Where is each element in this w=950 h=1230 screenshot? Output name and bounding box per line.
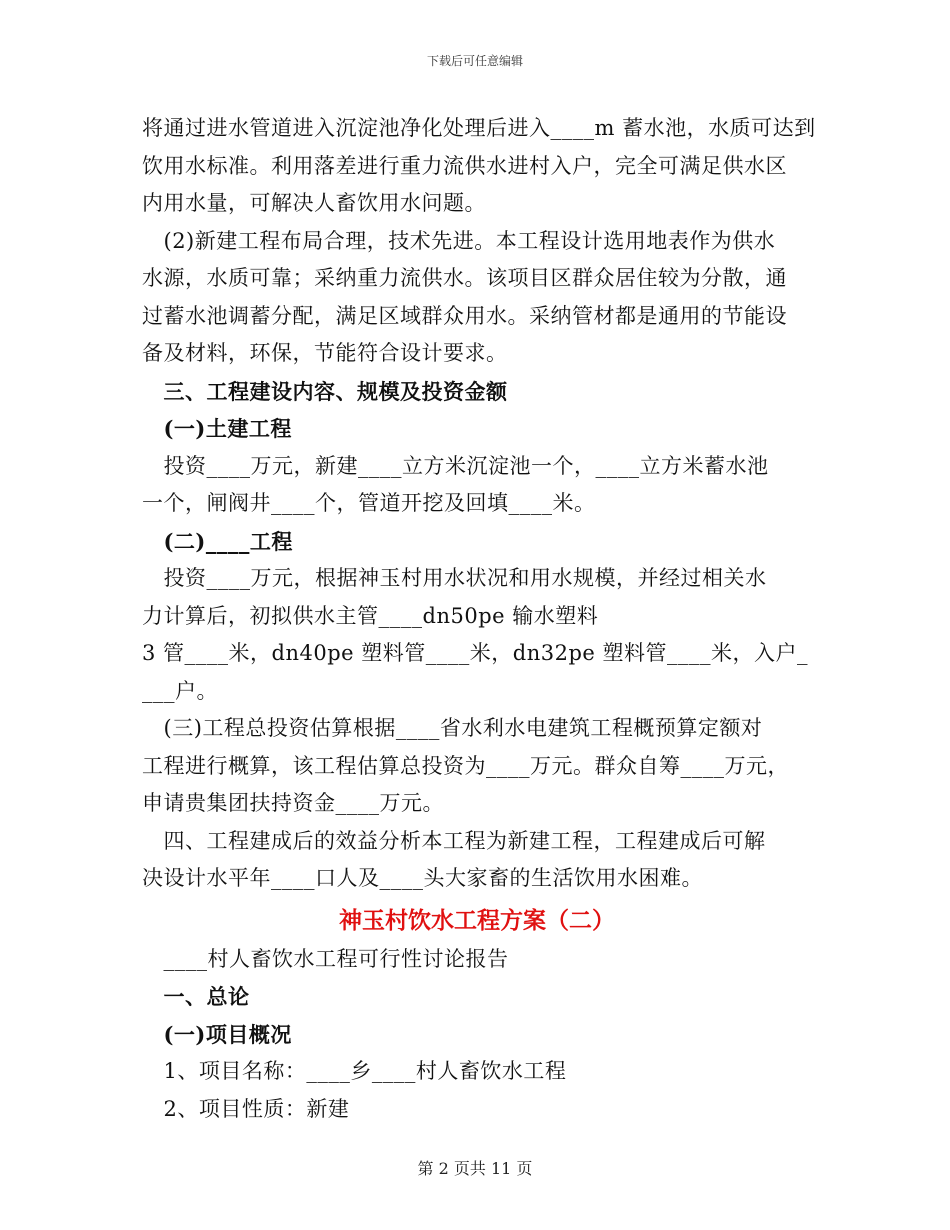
paragraph-line: 水源，水质可靠；采纳重力流供水。该项目区群众居住较为分散，通 bbox=[142, 266, 787, 290]
paragraph-line: 决设计水平年____口人及____头大家畜的生活饮用水困难。 bbox=[142, 866, 703, 890]
paragraph-line: 饮用水标准。利用落差进行重力流供水进村入户，完全可满足供水区 bbox=[142, 153, 787, 178]
section-heading: 一、总论 bbox=[142, 984, 250, 1009]
paragraph-line: 四、工程建成后的效益分析本工程为新建工程，工程建成后可解 bbox=[142, 828, 766, 853]
paragraph-line: 一个，闸阀井____个，管道开挖及回填____米。 bbox=[142, 491, 596, 515]
document-body bbox=[142, 110, 816, 1128]
paragraph-line: (2)新建工程布局合理，技术先进。本工程设计选用地表作为供水 bbox=[142, 228, 776, 253]
subsection-heading: (一)项目概况 bbox=[142, 1021, 292, 1047]
paragraph-line: 将通过进水管道进入沉淀池净化处理后进入____m 蓄水池，水质可达到 bbox=[142, 116, 816, 140]
paragraph-line: 1、项目名称：____乡____村人畜饮水工程 bbox=[142, 1059, 567, 1083]
section-title: 神玉村饮水工程方案（二） bbox=[339, 906, 615, 934]
section-heading: 三、工程建设内容、规模及投资金额 bbox=[142, 378, 508, 404]
paragraph-line: 投资____万元，新建____立方米沉淀池一个，____立方米蓄水池 bbox=[142, 453, 769, 478]
paragraph-line: 申请贵集团扶持资金____万元。 bbox=[142, 791, 444, 815]
paragraph-line: ___户。 bbox=[142, 678, 218, 703]
paragraph-line: ____村人畜饮水工程可行性讨论报告 bbox=[142, 946, 509, 971]
paragraph-line: (三)工程总投资估算根据____省水利水电建筑工程概预算定额对 bbox=[142, 716, 763, 740]
subsection-heading: (一)土建工程 bbox=[142, 416, 292, 441]
paragraph-line: 力计算后，初拟供水主管____dn50pe 输水塑料 bbox=[142, 603, 599, 628]
page-header: 下载后可任意编辑 bbox=[426, 54, 523, 68]
paragraph-line: 工程进行概算，该工程估算总投资为____万元。群众自筹____万元， bbox=[142, 753, 789, 778]
paragraph-line: 内用水量，可解决人畜饮用水问题。 bbox=[142, 191, 486, 215]
subsection-heading: (二)____工程 bbox=[142, 528, 293, 554]
paragraph-line: 备及材料，环保，节能符合设计要求。 bbox=[142, 341, 508, 365]
paragraph-line: 投资____万元，根据神玉村用水状况和用水规模，并经过相关水 bbox=[142, 566, 767, 590]
paragraph-line: 3 管____米，dn40pe 塑料管____米，dn32pe 塑料管____米，入户_ bbox=[142, 641, 809, 665]
paragraph-line: 过蓄水池调蓄分配，满足区域群众用水。采纳管材都是通用的节能设 bbox=[142, 303, 787, 328]
page-footer: 第 2 页共 11 页 bbox=[417, 1159, 533, 1178]
paragraph-line: 2、项目性质：新建 bbox=[142, 1096, 350, 1121]
